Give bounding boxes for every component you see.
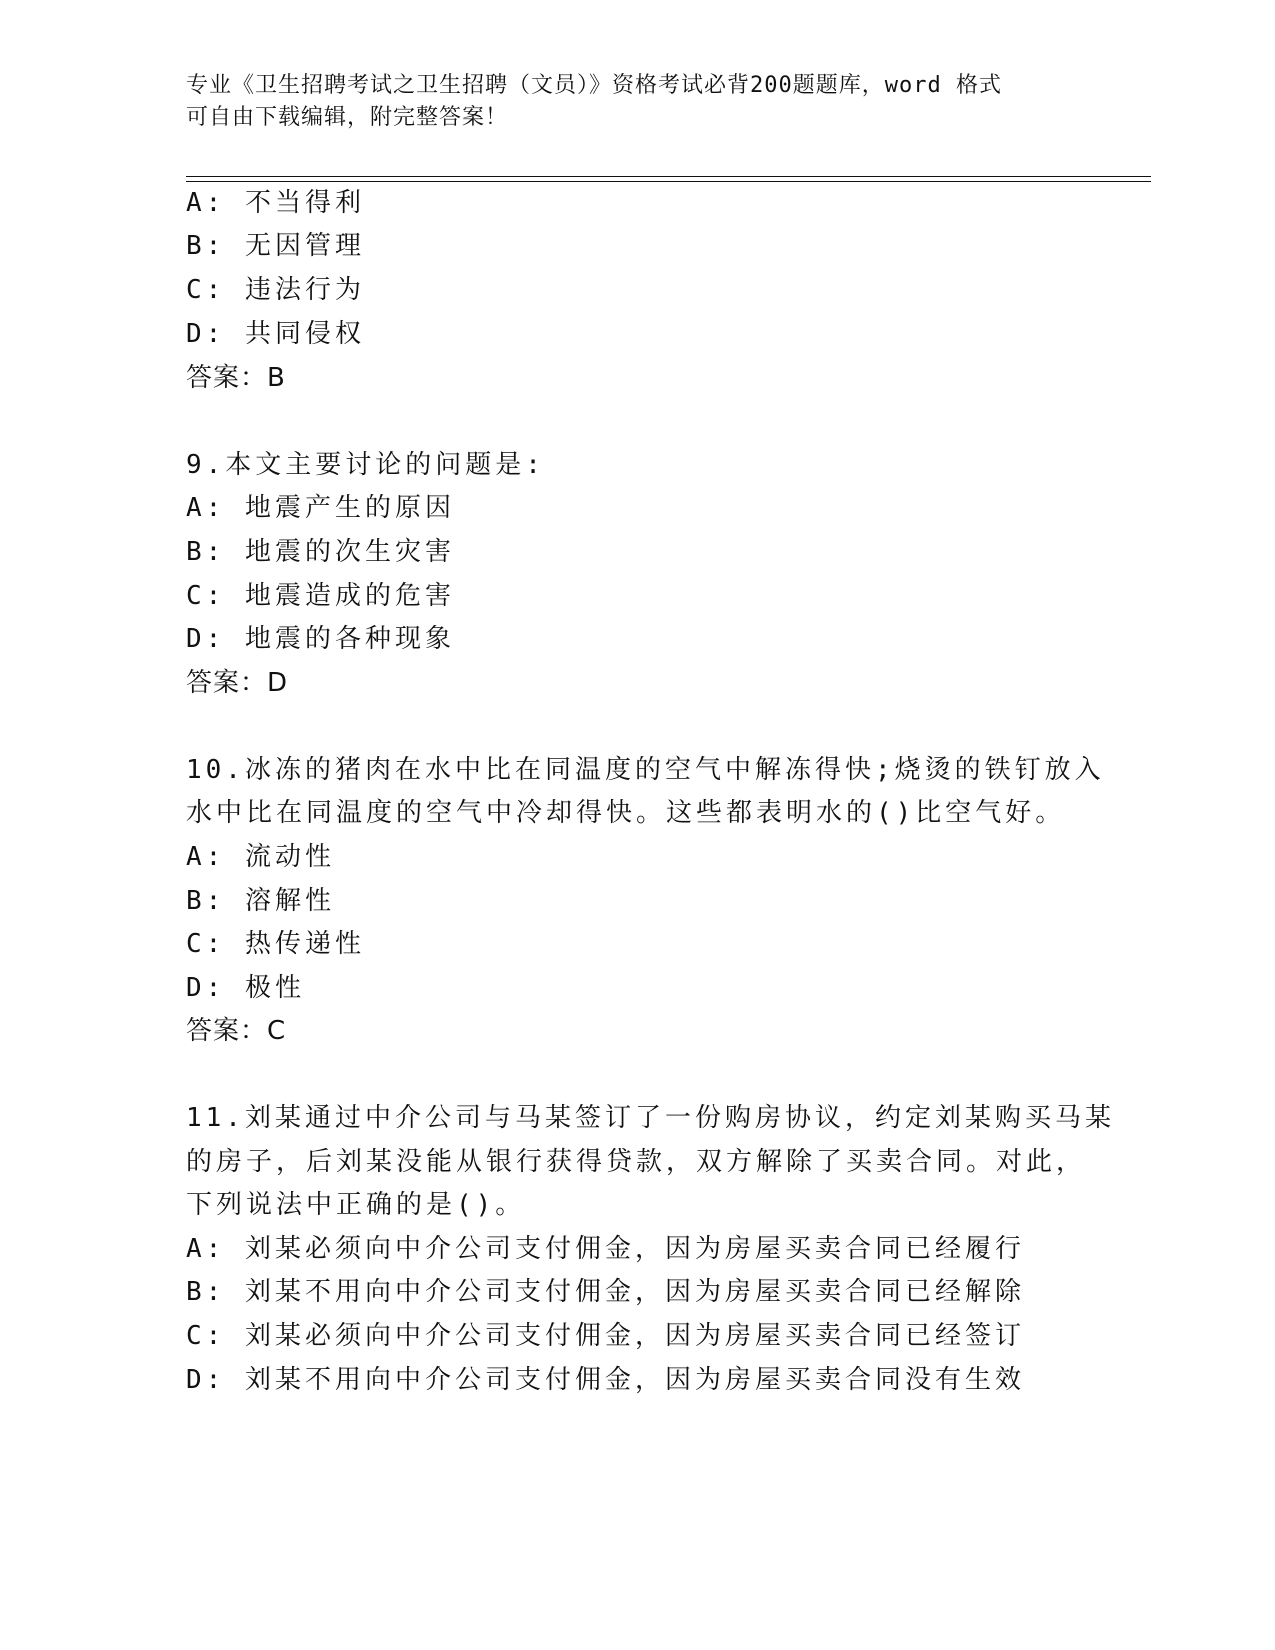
q9-option-b: B: 地震的次生灾害 [186,537,455,567]
q9-option-d: D: 地震的各种现象 [186,624,455,654]
header-line-2: 可自由下载编辑，附完整答案！ [186,105,509,130]
q9-option-a: A: 地震产生的原因 [186,493,455,523]
document-header [186,70,1086,134]
header-line-1: 专业《卫生招聘考试之卫生招聘（文员）》资格考试必背200题题库，word 格式 [186,73,1002,98]
q11-option-d: D: 刘某不用向中介公司支付佣金，因为房屋买卖合同没有生效 [186,1365,1025,1395]
q10-stem-line-2: 水中比在同温度的空气中冷却得快。这些都表明水的()比空气好。 [186,798,1066,828]
q10-option-b: B: 溶解性 [186,886,335,916]
q8-answer: 答案：B [186,363,286,393]
q8-option-d: D: 共同侵权 [186,319,365,349]
q11-option-b: B: 刘某不用向中介公司支付佣金，因为房屋买卖合同已经解除 [186,1277,1025,1307]
q11-stem-line-1: 11.刘某通过中介公司与马某签订了一份购房协议，约定刘某购买马某 [186,1103,1115,1133]
q11-stem-line-2: 的房子，后刘某没能从银行获得贷款，双方解除了买卖合同。对此， [186,1147,1087,1177]
q8-option-a: A: 不当得利 [186,188,365,218]
q11-option-c: C: 刘某必须向中介公司支付佣金，因为房屋买卖合同已经签订 [186,1321,1025,1351]
header-divider-top [186,176,1151,177]
q8-option-c: C: 违法行为 [186,275,365,305]
header-divider-bottom [186,181,1151,182]
q9-stem: 9.本文主要讨论的问题是: [186,450,545,480]
q9-option-c: C: 地震造成的危害 [186,581,455,611]
q10-option-c: C: 热传递性 [186,929,365,959]
q8-option-b: B: 无因管理 [186,231,365,261]
q10-option-d: D: 极性 [186,973,305,1003]
q9-answer: 答案：D [186,668,289,698]
q11-option-a: A: 刘某必须向中介公司支付佣金，因为房屋买卖合同已经履行 [186,1234,1025,1264]
q11-stem-line-3: 下列说法中正确的是()。 [186,1190,526,1220]
q10-stem-line-1: 10.冰冻的猪肉在水中比在同温度的空气中解冻得快;烧烫的铁钉放入 [186,755,1105,785]
q10-answer: 答案：C [186,1016,287,1046]
q10-option-a: A: 流动性 [186,842,335,872]
